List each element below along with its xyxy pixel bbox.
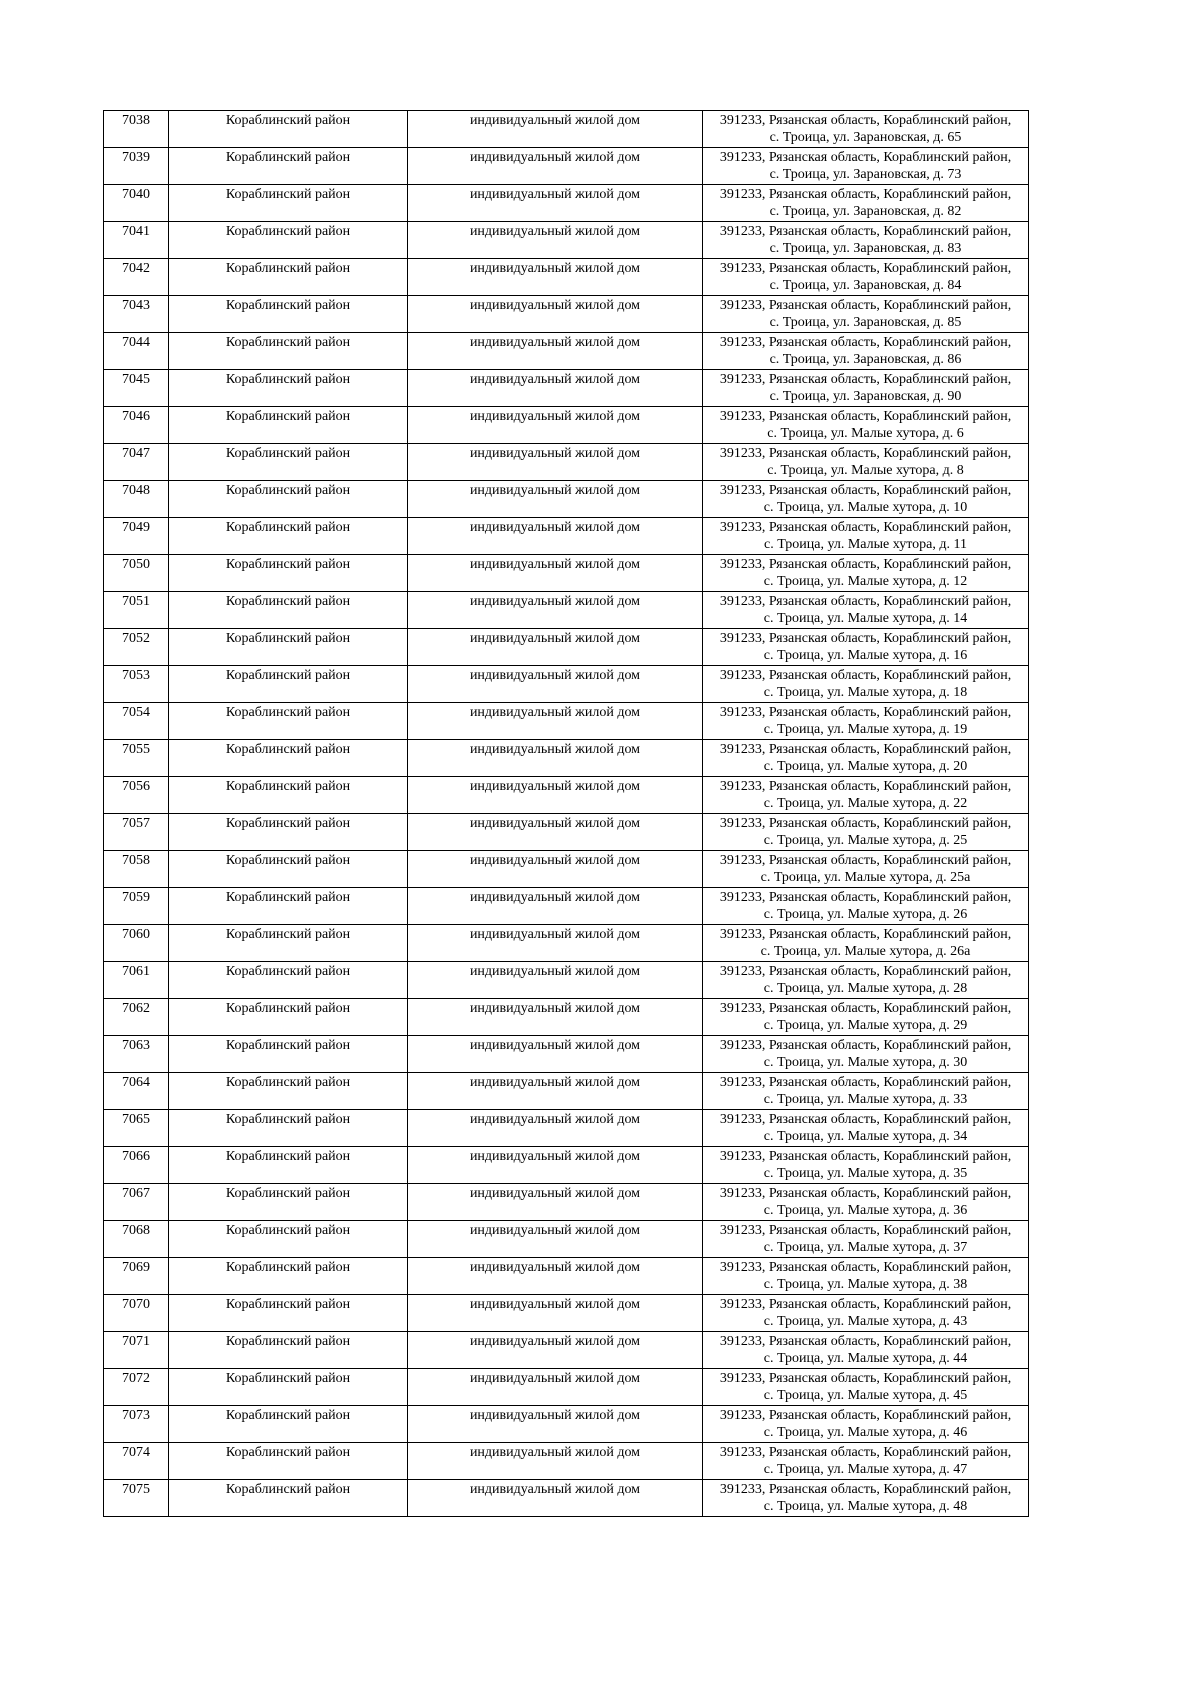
district-cell: Кораблинский район [169, 333, 408, 370]
address-cell [703, 1332, 1029, 1369]
object-type-cell: индивидуальный жилой дом [408, 962, 703, 999]
row-number-cell: 7068 [104, 1221, 169, 1258]
address-cell [703, 555, 1029, 592]
row-number-cell: 7046 [104, 407, 169, 444]
row-number-cell: 7058 [104, 851, 169, 888]
table-row [104, 814, 1029, 851]
address-line-2: с. Троица, ул. Малые хутора, д. 37 [763, 1240, 968, 1255]
district-cell: Кораблинский район [169, 740, 408, 777]
address-cell [703, 962, 1029, 999]
table-row [104, 962, 1029, 999]
table-row [104, 407, 1029, 444]
address-line-2: с. Троица, ул. Малые хутора, д. 26а [760, 944, 971, 959]
address-cell [703, 1258, 1029, 1295]
address-line-2: с. Троица, ул. Зарановская, д. 83 [769, 241, 962, 256]
table-row [104, 1480, 1029, 1517]
district-cell: Кораблинский район [169, 888, 408, 925]
address-line-1: 391233, Рязанская область, Кораблинский район, [719, 927, 1012, 942]
row-number-cell: 7064 [104, 1073, 169, 1110]
table-row [104, 1110, 1029, 1147]
table-row [104, 555, 1029, 592]
table-row [104, 1295, 1029, 1332]
district-cell: Кораблинский район [169, 1073, 408, 1110]
table-row [104, 1073, 1029, 1110]
object-type-cell: индивидуальный жилой дом [408, 1332, 703, 1369]
district-cell: Кораблинский район [169, 1147, 408, 1184]
address-line-1: 391233, Рязанская область, Кораблинский район, [719, 446, 1012, 461]
address-cell [703, 1221, 1029, 1258]
table-row [104, 148, 1029, 185]
row-number-cell: 7067 [104, 1184, 169, 1221]
district-cell: Кораблинский район [169, 296, 408, 333]
address-cell [703, 888, 1029, 925]
object-type-cell: индивидуальный жилой дом [408, 740, 703, 777]
address-line-2: с. Троица, ул. Зарановская, д. 84 [769, 278, 962, 293]
object-type-cell: индивидуальный жилой дом [408, 1147, 703, 1184]
row-number-cell: 7056 [104, 777, 169, 814]
address-line-2: с. Троица, ул. Зарановская, д. 82 [769, 204, 962, 219]
district-cell: Кораблинский район [169, 1221, 408, 1258]
row-number-cell: 7052 [104, 629, 169, 666]
district-cell: Кораблинский район [169, 1110, 408, 1147]
table-row [104, 592, 1029, 629]
district-cell: Кораблинский район [169, 666, 408, 703]
row-number-cell: 7038 [104, 111, 169, 148]
row-number-cell: 7054 [104, 703, 169, 740]
table-row [104, 851, 1029, 888]
district-cell: Кораблинский район [169, 1295, 408, 1332]
table-row [104, 1406, 1029, 1443]
object-type-cell: индивидуальный жилой дом [408, 296, 703, 333]
address-cell [703, 1110, 1029, 1147]
row-number-cell: 7045 [104, 370, 169, 407]
table-row [104, 1221, 1029, 1258]
row-number-cell: 7075 [104, 1480, 169, 1517]
address-line-2: с. Троица, ул. Малые хутора, д. 34 [763, 1129, 968, 1144]
address-line-1: 391233, Рязанская область, Кораблинский район, [719, 594, 1012, 609]
row-number-cell: 7042 [104, 259, 169, 296]
object-type-cell: индивидуальный жилой дом [408, 407, 703, 444]
address-cell [703, 1443, 1029, 1480]
address-line-1: 391233, Рязанская область, Кораблинский район, [719, 1223, 1012, 1238]
table-row [104, 481, 1029, 518]
address-line-2: с. Троица, ул. Малые хутора, д. 11 [764, 537, 967, 552]
address-line-2: с. Троица, ул. Малые хутора, д. 10 [763, 500, 968, 515]
address-line-1: 391233, Рязанская область, Кораблинский район, [719, 1260, 1012, 1275]
district-cell: Кораблинский район [169, 1480, 408, 1517]
address-line-1: 391233, Рязанская область, Кораблинский район, [719, 1334, 1012, 1349]
address-line-2: с. Троица, ул. Малые хутора, д. 43 [763, 1314, 968, 1329]
address-line-2: с. Троица, ул. Малые хутора, д. 14 [763, 611, 968, 626]
address-cell [703, 629, 1029, 666]
address-line-1: 391233, Рязанская область, Кораблинский район, [719, 1408, 1012, 1423]
district-cell: Кораблинский район [169, 407, 408, 444]
address-line-1: 391233, Рязанская область, Кораблинский район, [719, 557, 1012, 572]
address-line-1: 391233, Рязанская область, Кораблинский район, [719, 1038, 1012, 1053]
address-line-2: с. Троица, ул. Зарановская, д. 85 [769, 315, 962, 330]
address-line-1: 391233, Рязанская область, Кораблинский район, [719, 1001, 1012, 1016]
object-type-cell: индивидуальный жилой дом [408, 370, 703, 407]
district-cell: Кораблинский район [169, 555, 408, 592]
district-cell: Кораблинский район [169, 1406, 408, 1443]
address-cell [703, 222, 1029, 259]
address-cell [703, 1369, 1029, 1406]
address-line-1: 391233, Рязанская область, Кораблинский район, [719, 1371, 1012, 1386]
address-cell [703, 814, 1029, 851]
row-number-cell: 7065 [104, 1110, 169, 1147]
address-line-1: 391233, Рязанская область, Кораблинский район, [719, 1445, 1012, 1460]
address-line-2: с. Троица, ул. Зарановская, д. 86 [769, 352, 962, 367]
object-type-cell: индивидуальный жилой дом [408, 148, 703, 185]
address-line-2: с. Троица, ул. Малые хутора, д. 25а [760, 870, 971, 885]
row-number-cell: 7061 [104, 962, 169, 999]
address-cell [703, 1295, 1029, 1332]
table-row [104, 1147, 1029, 1184]
district-cell: Кораблинский район [169, 962, 408, 999]
object-type-cell: индивидуальный жилой дом [408, 666, 703, 703]
object-type-cell: индивидуальный жилой дом [408, 518, 703, 555]
object-type-cell: индивидуальный жилой дом [408, 1406, 703, 1443]
address-line-2: с. Троица, ул. Зарановская, д. 65 [769, 130, 962, 145]
row-number-cell: 7073 [104, 1406, 169, 1443]
registry-table-body [104, 111, 1029, 1517]
address-line-2: с. Троица, ул. Зарановская, д. 90 [769, 389, 962, 404]
object-type-cell: индивидуальный жилой дом [408, 1258, 703, 1295]
address-line-1: 391233, Рязанская область, Кораблинский район, [719, 113, 1012, 128]
row-number-cell: 7063 [104, 1036, 169, 1073]
address-line-2: с. Троица, ул. Малые хутора, д. 22 [763, 796, 968, 811]
table-row [104, 370, 1029, 407]
address-cell [703, 740, 1029, 777]
address-line-1: 391233, Рязанская область, Кораблинский район, [719, 816, 1012, 831]
table-row [104, 1258, 1029, 1295]
address-line-2: с. Троица, ул. Малые хутора, д. 33 [763, 1092, 968, 1107]
address-line-2: с. Троица, ул. Малые хутора, д. 20 [763, 759, 968, 774]
district-cell: Кораблинский район [169, 481, 408, 518]
object-type-cell: индивидуальный жилой дом [408, 481, 703, 518]
district-cell: Кораблинский район [169, 999, 408, 1036]
address-line-1: 391233, Рязанская область, Кораблинский район, [719, 964, 1012, 979]
object-type-cell: индивидуальный жилой дом [408, 1221, 703, 1258]
address-cell [703, 1480, 1029, 1517]
address-line-1: 391233, Рязанская область, Кораблинский район, [719, 298, 1012, 313]
address-cell [703, 666, 1029, 703]
address-cell [703, 1184, 1029, 1221]
address-cell [703, 333, 1029, 370]
district-cell: Кораблинский район [169, 1332, 408, 1369]
table-row [104, 259, 1029, 296]
object-type-cell: индивидуальный жилой дом [408, 111, 703, 148]
object-type-cell: индивидуальный жилой дом [408, 555, 703, 592]
address-cell [703, 518, 1029, 555]
address-cell [703, 111, 1029, 148]
address-cell [703, 148, 1029, 185]
district-cell: Кораблинский район [169, 1369, 408, 1406]
address-cell [703, 1073, 1029, 1110]
address-line-1: 391233, Рязанская область, Кораблинский район, [719, 150, 1012, 165]
row-number-cell: 7050 [104, 555, 169, 592]
object-type-cell: индивидуальный жилой дом [408, 814, 703, 851]
address-cell [703, 1036, 1029, 1073]
district-cell: Кораблинский район [169, 1443, 408, 1480]
address-line-2: с. Троица, ул. Малые хутора, д. 19 [763, 722, 968, 737]
address-line-2: с. Троица, ул. Малые хутора, д. 18 [763, 685, 968, 700]
address-cell [703, 296, 1029, 333]
address-cell [703, 444, 1029, 481]
address-line-2: с. Троица, ул. Малые хутора, д. 36 [763, 1203, 968, 1218]
table-row [104, 1369, 1029, 1406]
object-type-cell: индивидуальный жилой дом [408, 888, 703, 925]
row-number-cell: 7070 [104, 1295, 169, 1332]
district-cell: Кораблинский район [169, 222, 408, 259]
district-cell: Кораблинский район [169, 444, 408, 481]
address-line-1: 391233, Рязанская область, Кораблинский район, [719, 1186, 1012, 1201]
object-type-cell: индивидуальный жилой дом [408, 222, 703, 259]
address-line-1: 391233, Рязанская область, Кораблинский район, [719, 372, 1012, 387]
address-line-2: с. Троица, ул. Малые хутора, д. 47 [763, 1462, 968, 1477]
object-type-cell: индивидуальный жилой дом [408, 1073, 703, 1110]
row-number-cell: 7057 [104, 814, 169, 851]
address-cell [703, 1406, 1029, 1443]
address-cell [703, 481, 1029, 518]
address-cell [703, 925, 1029, 962]
address-line-2: с. Троица, ул. Малые хутора, д. 30 [763, 1055, 968, 1070]
address-line-1: 391233, Рязанская область, Кораблинский район, [719, 890, 1012, 905]
table-row [104, 1184, 1029, 1221]
object-type-cell: индивидуальный жилой дом [408, 185, 703, 222]
address-line-2: с. Троица, ул. Малые хутора, д. 48 [763, 1499, 968, 1514]
object-type-cell: индивидуальный жилой дом [408, 1184, 703, 1221]
row-number-cell: 7041 [104, 222, 169, 259]
object-type-cell: индивидуальный жилой дом [408, 703, 703, 740]
address-line-2: с. Троица, ул. Малые хутора, д. 38 [763, 1277, 968, 1292]
district-cell: Кораблинский район [169, 777, 408, 814]
row-number-cell: 7040 [104, 185, 169, 222]
district-cell: Кораблинский район [169, 925, 408, 962]
address-cell [703, 592, 1029, 629]
district-cell: Кораблинский район [169, 370, 408, 407]
table-row [104, 1332, 1029, 1369]
object-type-cell: индивидуальный жилой дом [408, 1110, 703, 1147]
object-type-cell: индивидуальный жилой дом [408, 629, 703, 666]
table-row [104, 111, 1029, 148]
object-type-cell: индивидуальный жилой дом [408, 1443, 703, 1480]
object-type-cell: индивидуальный жилой дом [408, 1295, 703, 1332]
row-number-cell: 7060 [104, 925, 169, 962]
object-type-cell: индивидуальный жилой дом [408, 444, 703, 481]
table-row [104, 518, 1029, 555]
table-row [104, 222, 1029, 259]
table-row [104, 185, 1029, 222]
object-type-cell: индивидуальный жилой дом [408, 777, 703, 814]
row-number-cell: 7053 [104, 666, 169, 703]
address-line-2: с. Троица, ул. Малые хутора, д. 16 [763, 648, 968, 663]
address-cell [703, 851, 1029, 888]
object-type-cell: индивидуальный жилой дом [408, 592, 703, 629]
table-row [104, 1443, 1029, 1480]
address-line-2: с. Троица, ул. Малые хутора, д. 25 [763, 833, 968, 848]
address-line-1: 391233, Рязанская область, Кораблинский район, [719, 520, 1012, 535]
address-line-1: 391233, Рязанская область, Кораблинский район, [719, 261, 1012, 276]
address-line-1: 391233, Рязанская область, Кораблинский район, [719, 1112, 1012, 1127]
district-cell: Кораблинский район [169, 1184, 408, 1221]
address-line-1: 391233, Рязанская область, Кораблинский район, [719, 1149, 1012, 1164]
address-cell [703, 185, 1029, 222]
district-cell: Кораблинский район [169, 592, 408, 629]
table-row [104, 444, 1029, 481]
district-cell: Кораблинский район [169, 814, 408, 851]
table-row [104, 740, 1029, 777]
object-type-cell: индивидуальный жилой дом [408, 1036, 703, 1073]
address-line-1: 391233, Рязанская область, Кораблинский район, [719, 483, 1012, 498]
address-line-1: 391233, Рязанская область, Кораблинский район, [719, 631, 1012, 646]
table-row [104, 629, 1029, 666]
address-line-2: с. Троица, ул. Малые хутора, д. 6 [767, 426, 964, 441]
address-line-1: 391233, Рязанская область, Кораблинский район, [719, 853, 1012, 868]
district-cell: Кораблинский район [169, 111, 408, 148]
address-line-1: 391233, Рязанская область, Кораблинский район, [719, 335, 1012, 350]
row-number-cell: 7039 [104, 148, 169, 185]
address-line-1: 391233, Рязанская область, Кораблинский район, [719, 1297, 1012, 1312]
table-row [104, 777, 1029, 814]
table-row [104, 925, 1029, 962]
district-cell: Кораблинский район [169, 1258, 408, 1295]
table-row [104, 666, 1029, 703]
address-cell [703, 407, 1029, 444]
address-line-1: 391233, Рязанская область, Кораблинский район, [719, 668, 1012, 683]
address-line-1: 391233, Рязанская область, Кораблинский район, [719, 1075, 1012, 1090]
address-line-2: с. Троица, ул. Малые хутора, д. 26 [763, 907, 968, 922]
address-line-1: 391233, Рязанская область, Кораблинский район, [719, 1482, 1012, 1497]
table-row [104, 703, 1029, 740]
object-type-cell: индивидуальный жилой дом [408, 851, 703, 888]
object-type-cell: индивидуальный жилой дом [408, 999, 703, 1036]
address-line-2: с. Троица, ул. Малые хутора, д. 35 [763, 1166, 968, 1181]
district-cell: Кораблинский район [169, 185, 408, 222]
district-cell: Кораблинский район [169, 629, 408, 666]
district-cell: Кораблинский район [169, 518, 408, 555]
address-cell [703, 999, 1029, 1036]
address-line-2: с. Троица, ул. Малые хутора, д. 44 [763, 1351, 968, 1366]
table-row [104, 333, 1029, 370]
address-line-2: с. Троица, ул. Малые хутора, д. 46 [763, 1425, 968, 1440]
address-cell [703, 370, 1029, 407]
address-line-1: 391233, Рязанская область, Кораблинский район, [719, 779, 1012, 794]
row-number-cell: 7055 [104, 740, 169, 777]
row-number-cell: 7071 [104, 1332, 169, 1369]
address-cell [703, 1147, 1029, 1184]
district-cell: Кораблинский район [169, 1036, 408, 1073]
row-number-cell: 7072 [104, 1369, 169, 1406]
table-row [104, 999, 1029, 1036]
row-number-cell: 7069 [104, 1258, 169, 1295]
row-number-cell: 7044 [104, 333, 169, 370]
row-number-cell: 7066 [104, 1147, 169, 1184]
address-line-2: с. Троица, ул. Малые хутора, д. 29 [763, 1018, 968, 1033]
address-cell [703, 777, 1029, 814]
address-line-1: 391233, Рязанская область, Кораблинский район, [719, 187, 1012, 202]
row-number-cell: 7049 [104, 518, 169, 555]
address-line-2: с. Троица, ул. Малые хутора, д. 12 [763, 574, 968, 589]
object-type-cell: индивидуальный жилой дом [408, 333, 703, 370]
registry-table [103, 110, 1029, 1517]
table-row [104, 1036, 1029, 1073]
row-number-cell: 7043 [104, 296, 169, 333]
object-type-cell: индивидуальный жилой дом [408, 1480, 703, 1517]
address-line-1: 391233, Рязанская область, Кораблинский район, [719, 409, 1012, 424]
row-number-cell: 7062 [104, 999, 169, 1036]
address-line-2: с. Троица, ул. Малые хутора, д. 45 [763, 1388, 968, 1403]
address-cell [703, 259, 1029, 296]
district-cell: Кораблинский район [169, 148, 408, 185]
district-cell: Кораблинский район [169, 851, 408, 888]
row-number-cell: 7047 [104, 444, 169, 481]
row-number-cell: 7059 [104, 888, 169, 925]
district-cell: Кораблинский район [169, 703, 408, 740]
address-line-2: с. Троица, ул. Малые хутора, д. 28 [763, 981, 968, 996]
row-number-cell: 7074 [104, 1443, 169, 1480]
address-line-2: с. Троица, ул. Малые хутора, д. 8 [767, 463, 964, 478]
address-line-2: с. Троица, ул. Зарановская, д. 73 [769, 167, 962, 182]
table-row [104, 296, 1029, 333]
address-line-1: 391233, Рязанская область, Кораблинский район, [719, 224, 1012, 239]
object-type-cell: индивидуальный жилой дом [408, 925, 703, 962]
address-line-1: 391233, Рязанская область, Кораблинский район, [719, 705, 1012, 720]
district-cell: Кораблинский район [169, 259, 408, 296]
table-row [104, 888, 1029, 925]
address-cell [703, 703, 1029, 740]
address-line-1: 391233, Рязанская область, Кораблинский район, [719, 742, 1012, 757]
object-type-cell: индивидуальный жилой дом [408, 259, 703, 296]
object-type-cell: индивидуальный жилой дом [408, 1369, 703, 1406]
row-number-cell: 7051 [104, 592, 169, 629]
row-number-cell: 7048 [104, 481, 169, 518]
